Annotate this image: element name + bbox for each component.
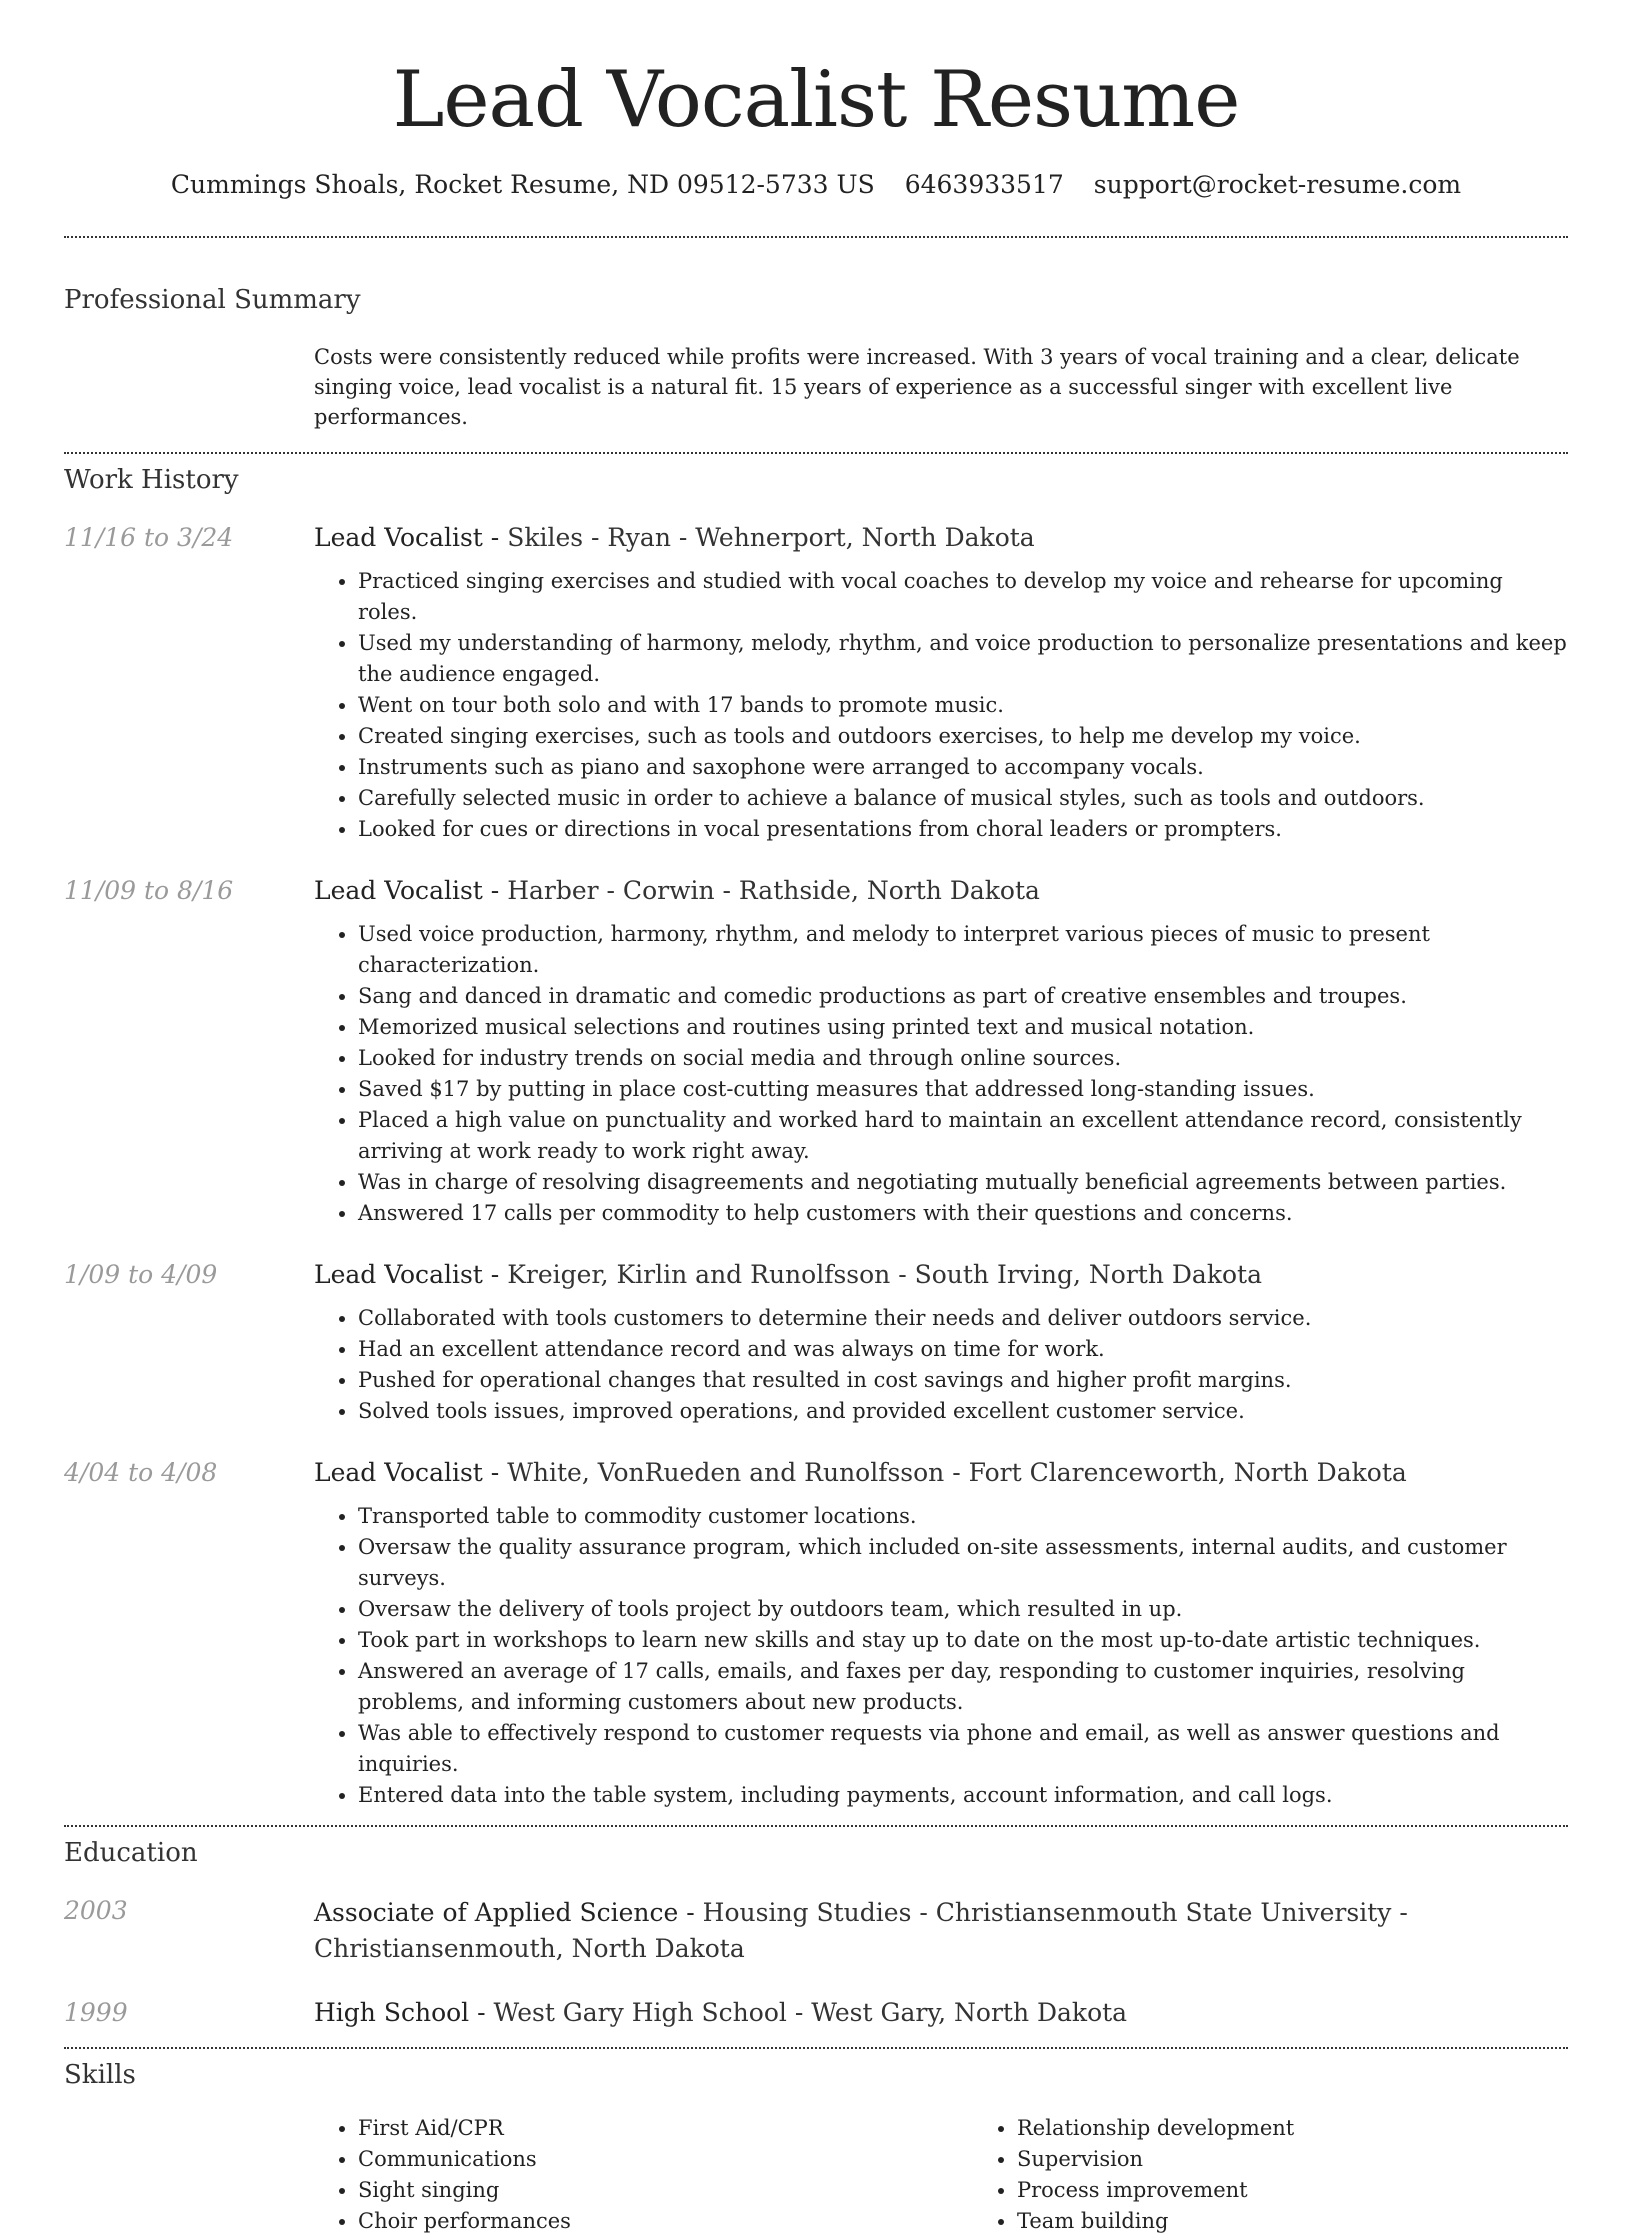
job-bullet: • Saved $17 by putting in place cost-cutting measures that addressed long-standing issues. [358,1074,1568,1105]
job-bullet: • Was able to effectively respond to customer requests via phone and email, as well as answer questions and inquiries. [358,1718,1568,1780]
skills-list-left [314,2113,973,2237]
job-bullet: • Answered 17 calls per commodity to help customers with their questions and concerns. [358,1198,1568,1229]
contact-phone: 6463933517 [904,170,1064,199]
education-title: High School - West Gary High School - West Gary, North Dakota [314,1998,1128,2027]
skills-list-right [973,2113,1632,2237]
job-bullet: • Placed a high value on punctuality and worked hard to maintain an excellent attendance record, consistently arriving at work ready to work right away. [358,1105,1568,1167]
skill-item: • Sight singing [358,2175,973,2206]
section-divider [64,236,1568,238]
contact-email: support@rocket-resume.com [1093,170,1462,199]
job-bullet: • Went on tour both solo and with 17 bands to promote music. [358,690,1568,721]
education-year: 1999 [64,1998,128,2027]
job-entry [64,522,1568,845]
job-bullet: • Instruments such as piano and saxophone were arranged to accompany vocals. [358,752,1568,783]
job-bullet: • Memorized musical selections and routines using printed text and musical notation. [358,1012,1568,1043]
job-bullet: • Practiced singing exercises and studied with vocal coaches to develop my voice and rehearse for upcoming roles. [358,566,1568,628]
summary-row [64,342,1568,432]
section-title-skills: Skills [64,2060,136,2090]
job-role: Lead Vocalist [314,876,483,905]
job-role: Lead Vocalist [314,523,483,552]
job-bullet: • Was in charge of resolving disagreements and negotiating mutually beneficial agreements between parties. [358,1167,1568,1198]
job-role: Lead Vocalist [314,1458,483,1487]
job-dates: 11/09 to 8/16 [64,876,234,905]
job-employer: White, VonRueden and Runolfsson - Fort Clarenceworth, North Dakota [507,1458,1407,1487]
education-details: Housing Studies - Christiansenmouth State University - Christiansenmouth, North Dakota [314,1898,1408,1963]
job-bullets [314,919,1568,1229]
education-degree: High School [314,1998,470,2027]
job-title: Lead Vocalist - Kreiger, Kirlin and Runolfsson - South Irving, North Dakota [314,1260,1262,1289]
job-bullets [314,1501,1568,1811]
job-bullet: • Used voice production, harmony, rhythm, and melody to interpret various pieces of music to present characterization. [358,919,1568,981]
job-employer: Skiles - Ryan - Wehnerport, North Dakota [507,523,1035,552]
job-bullet: • Created singing exercises, such as tools and outdoors exercises, to help me develop my voice. [358,721,1568,752]
job-title: Lead Vocalist - Skiles - Ryan - Wehnerport, North Dakota [314,523,1035,552]
section-divider [64,1825,1568,1827]
job-bullet: • Oversaw the delivery of tools project by outdoors team, which resulted in up. [358,1594,1568,1625]
education-year: 2003 [64,1896,128,1925]
section-title-education: Education [64,1838,198,1868]
job-bullet: • Oversaw the quality assurance program, which included on-site assessments, internal audits, and customer surveys. [358,1532,1568,1594]
job-bullet: • Used my understanding of harmony, melody, rhythm, and voice production to personalize presentations and keep the audience engaged. [358,628,1568,690]
skills-grid [314,2113,1632,2237]
resume-page [64,0,1568,2237]
job-employer: Harber - Corwin - Rathside, North Dakota [507,876,1040,905]
education-entry [64,1997,1568,2029]
job-bullet: • Pushed for operational changes that resulted in cost savings and higher profit margins. [358,1365,1568,1396]
skill-item: • Communications [358,2144,973,2175]
section-title-work: Work History [64,465,239,495]
job-employer: Kreiger, Kirlin and Runolfsson - South Irving, North Dakota [507,1260,1262,1289]
job-bullet: • Transported table to commodity customer locations. [358,1501,1568,1532]
job-dates: 11/16 to 3/24 [64,523,234,552]
job-bullets [314,1303,1568,1427]
job-bullet: • Took part in workshops to learn new skills and stay up to date on the most up-to-date artistic techniques. [358,1625,1568,1656]
summary-text: Costs were consistently reduced while profits were increased. With 3 years of vocal training and a clear, delicate singing voice, lead vocalist is a natural fit. 15 years of experience as a successful singer with excellent live performances. [314,345,1520,429]
job-bullet: • Entered data into the table system, including payments, account information, and call logs. [358,1780,1568,1811]
job-role: Lead Vocalist [314,1260,483,1289]
job-bullet: • Sang and danced in dramatic and comedic productions as part of creative ensembles and troupes. [358,981,1568,1012]
section-divider [64,2047,1568,2049]
contact-line [64,170,1568,200]
job-dates: 1/09 to 4/09 [64,1260,218,1289]
education-details: West Gary High School - West Gary, North Dakota [493,1998,1128,2027]
skill-item: • Team building [1017,2206,1632,2237]
job-bullet: • Solved tools issues, improved operations, and provided excellent customer service. [358,1396,1568,1427]
job-title: Lead Vocalist - White, VonRueden and Runolfsson - Fort Clarenceworth, North Dakota [314,1458,1407,1487]
education-title: Associate of Applied Science - Housing Studies - Christiansenmouth State University - Christiansenmouth, North Dakota [314,1898,1408,1963]
skills-row [64,2113,1568,2237]
skill-item: • Supervision [1017,2144,1632,2175]
job-bullet: • Had an excellent attendance record and was always on time for work. [358,1334,1568,1365]
education-degree: Associate of Applied Science [314,1898,679,1927]
job-bullet: • Looked for industry trends on social media and through online sources. [358,1043,1568,1074]
job-title: Lead Vocalist - Harber - Corwin - Rathside, North Dakota [314,876,1040,905]
section-title-summary: Professional Summary [64,285,361,315]
job-bullet: • Answered an average of 17 calls, emails, and faxes per day, responding to customer inquiries, resolving problems, and informing customers about new products. [358,1656,1568,1718]
job-bullet: • Collaborated with tools customers to determine their needs and deliver outdoors service. [358,1303,1568,1334]
skill-item: • First Aid/CPR [358,2113,973,2144]
section-divider [64,452,1568,454]
education-entry [64,1895,1568,1967]
resume-title: Lead Vocalist Resume [392,55,1240,145]
work-history-list [64,522,1568,1811]
job-entry [64,1457,1568,1811]
skill-item: • Process improvement [1017,2175,1632,2206]
skill-item: • Choir performances [358,2206,973,2237]
job-entry [64,1259,1568,1427]
contact-address: Cummings Shoals, Rocket Resume, ND 09512-5733 US [170,170,875,199]
job-entry [64,875,1568,1229]
skill-item: • Relationship development [1017,2113,1632,2144]
job-dates: 4/04 to 4/08 [64,1458,218,1487]
job-bullets [314,566,1568,845]
job-bullet: • Looked for cues or directions in vocal presentations from choral leaders or prompters. [358,814,1568,845]
job-bullet: • Carefully selected music in order to achieve a balance of musical styles, such as tools and outdoors. [358,783,1568,814]
